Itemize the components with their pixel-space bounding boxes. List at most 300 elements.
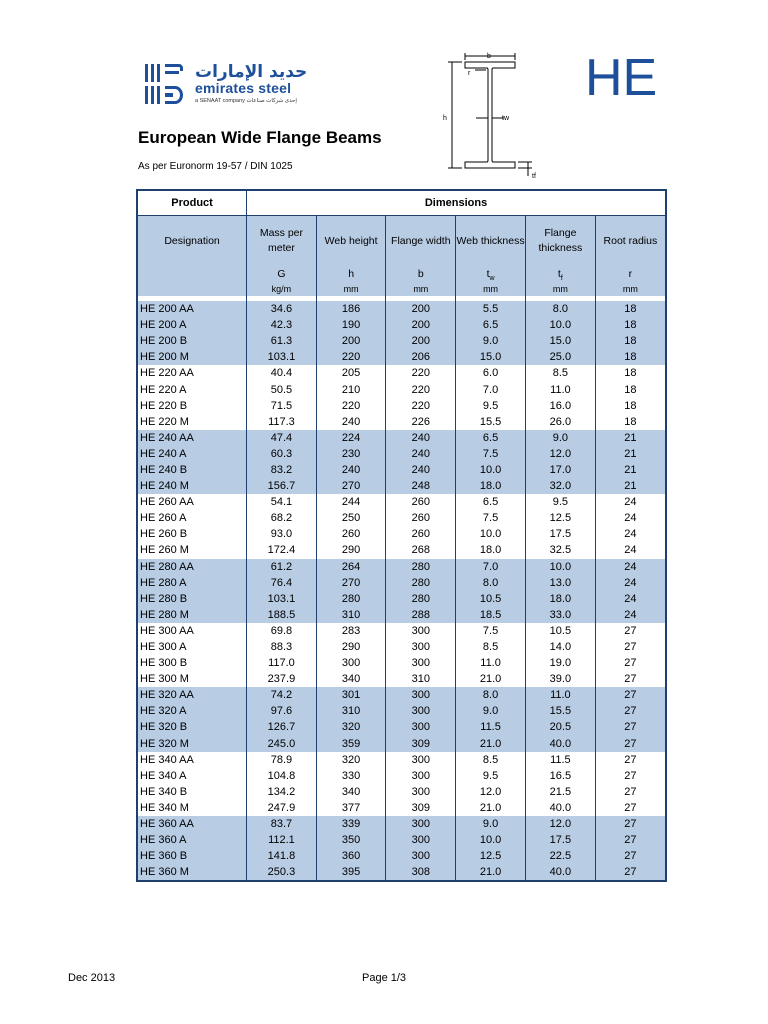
value-cell: 10.0 xyxy=(525,317,595,333)
value-cell: 27 xyxy=(595,784,666,800)
value-cell: 330 xyxy=(316,768,386,784)
value-cell: 21 xyxy=(595,478,666,494)
value-cell: 9.5 xyxy=(456,398,526,414)
value-cell: 220 xyxy=(386,381,456,397)
value-cell: 339 xyxy=(316,816,386,832)
table-row xyxy=(137,430,666,446)
table-row xyxy=(137,398,666,414)
value-cell: 61.2 xyxy=(247,559,317,575)
value-cell: 320 xyxy=(316,752,386,768)
table-row xyxy=(137,317,666,333)
value-cell: 340 xyxy=(316,671,386,687)
group-header-dimensions: Dimensions xyxy=(247,190,666,216)
value-cell: 240 xyxy=(386,430,456,446)
designation-cell: HE 240 AA xyxy=(137,430,247,446)
value-cell: 60.3 xyxy=(247,446,317,462)
value-cell: 220 xyxy=(386,365,456,381)
value-cell: 300 xyxy=(386,768,456,784)
value-cell: 300 xyxy=(386,655,456,671)
emirates-steel-logo-icon xyxy=(143,62,185,106)
designation-cell: HE 260 M xyxy=(137,542,247,558)
value-cell: 10.5 xyxy=(456,591,526,607)
value-cell: 190 xyxy=(316,317,386,333)
group-header-product: Product xyxy=(137,190,247,216)
value-cell: 10.0 xyxy=(456,462,526,478)
value-cell: 24 xyxy=(595,526,666,542)
value-cell: 78.9 xyxy=(247,752,317,768)
figure-label-tf: tf xyxy=(532,173,536,180)
value-cell: 126.7 xyxy=(247,719,317,735)
value-cell: 103.1 xyxy=(247,591,317,607)
column-header-unit xyxy=(138,282,246,296)
value-cell: 104.8 xyxy=(247,768,317,784)
value-cell: 24 xyxy=(595,542,666,558)
value-cell: 15.5 xyxy=(525,703,595,719)
value-cell: 6.0 xyxy=(456,365,526,381)
table-row xyxy=(137,301,666,317)
column-header xyxy=(137,216,247,297)
column-header xyxy=(525,216,595,297)
value-cell: 308 xyxy=(386,864,456,881)
value-cell: 7.5 xyxy=(456,446,526,462)
value-cell: 6.5 xyxy=(456,430,526,446)
value-cell: 283 xyxy=(316,623,386,639)
value-cell: 309 xyxy=(386,800,456,816)
value-cell: 8.0 xyxy=(525,301,595,317)
designation-cell: HE 220 B xyxy=(137,398,247,414)
table-column-header-row xyxy=(137,216,666,297)
column-header-symbol: b xyxy=(417,268,424,280)
column-header-label: Designation xyxy=(164,234,220,247)
value-cell: 230 xyxy=(316,446,386,462)
value-cell: 6.5 xyxy=(456,317,526,333)
footer-date: Dec 2013 xyxy=(68,972,116,984)
column-header xyxy=(316,216,386,297)
value-cell: 7.5 xyxy=(456,623,526,639)
value-cell: 21 xyxy=(595,462,666,478)
column-header-symbol: $t_w$ xyxy=(486,268,495,283)
column-header-unit: mm xyxy=(483,284,499,294)
designation-cell: HE 320 B xyxy=(137,719,247,735)
value-cell: 26.0 xyxy=(525,414,595,430)
column-header xyxy=(247,216,317,297)
value-cell: 134.2 xyxy=(247,784,317,800)
value-cell: 240 xyxy=(316,414,386,430)
value-cell: 24 xyxy=(595,559,666,575)
value-cell: 18 xyxy=(595,414,666,430)
value-cell: 300 xyxy=(386,752,456,768)
value-cell: 200 xyxy=(386,301,456,317)
designation-cell: HE 260 AA xyxy=(137,494,247,510)
value-cell: 8.5 xyxy=(456,639,526,655)
value-cell: 27 xyxy=(595,687,666,703)
value-cell: 10.0 xyxy=(525,559,595,575)
value-cell: 10.0 xyxy=(456,832,526,848)
figure-label-b: b xyxy=(487,53,491,60)
value-cell: 377 xyxy=(316,800,386,816)
table-row xyxy=(137,768,666,784)
value-cell: 12.5 xyxy=(525,510,595,526)
value-cell: 18 xyxy=(595,365,666,381)
value-cell: 320 xyxy=(316,719,386,735)
value-cell: 18.0 xyxy=(456,478,526,494)
column-header-unit: mm xyxy=(552,284,568,294)
value-cell: 395 xyxy=(316,864,386,881)
value-cell: 310 xyxy=(316,607,386,623)
designation-cell: HE 340 A xyxy=(137,768,247,784)
value-cell: 9.0 xyxy=(525,430,595,446)
column-header-label: Root radius xyxy=(603,234,658,247)
value-cell: 27 xyxy=(595,800,666,816)
designation-cell: HE 300 A xyxy=(137,639,247,655)
value-cell: 280 xyxy=(316,591,386,607)
value-cell: 300 xyxy=(386,848,456,864)
value-cell: 280 xyxy=(386,575,456,591)
value-cell: 21.0 xyxy=(456,800,526,816)
value-cell: 42.3 xyxy=(247,317,317,333)
value-cell: 224 xyxy=(316,430,386,446)
table-row xyxy=(137,719,666,735)
value-cell: 117.0 xyxy=(247,655,317,671)
value-cell: 8.0 xyxy=(456,575,526,591)
value-cell: 27 xyxy=(595,671,666,687)
table-row xyxy=(137,607,666,623)
table-row xyxy=(137,494,666,510)
table-row xyxy=(137,381,666,397)
value-cell: 21.5 xyxy=(525,784,595,800)
value-cell: 12.0 xyxy=(525,446,595,462)
value-cell: 25.0 xyxy=(525,349,595,365)
value-cell: 17.5 xyxy=(525,526,595,542)
value-cell: 39.0 xyxy=(525,671,595,687)
value-cell: 11.5 xyxy=(525,752,595,768)
value-cell: 83.7 xyxy=(247,816,317,832)
column-header xyxy=(456,216,526,297)
designation-cell: HE 320 AA xyxy=(137,687,247,703)
value-cell: 40.4 xyxy=(247,365,317,381)
value-cell: 112.1 xyxy=(247,832,317,848)
table-row xyxy=(137,526,666,542)
value-cell: 260 xyxy=(316,526,386,542)
designation-cell: HE 340 M xyxy=(137,800,247,816)
value-cell: 27 xyxy=(595,719,666,735)
table-row xyxy=(137,800,666,816)
value-cell: 103.1 xyxy=(247,349,317,365)
value-cell: 17.5 xyxy=(525,832,595,848)
figure-label-r: r xyxy=(468,70,471,77)
value-cell: 8.5 xyxy=(525,365,595,381)
designation-cell: HE 300 AA xyxy=(137,623,247,639)
emirates-steel-logo xyxy=(143,62,328,110)
value-cell: 280 xyxy=(386,559,456,575)
designation-cell: HE 280 AA xyxy=(137,559,247,575)
value-cell: 18.0 xyxy=(456,542,526,558)
value-cell: 24 xyxy=(595,494,666,510)
value-cell: 200 xyxy=(386,333,456,349)
table-row xyxy=(137,446,666,462)
value-cell: 24 xyxy=(595,591,666,607)
value-cell: 22.5 xyxy=(525,848,595,864)
value-cell: 27 xyxy=(595,848,666,864)
column-header-unit: mm xyxy=(413,284,429,294)
value-cell: 117.3 xyxy=(247,414,317,430)
value-cell: 32.5 xyxy=(525,542,595,558)
value-cell: 350 xyxy=(316,832,386,848)
value-cell: 290 xyxy=(316,639,386,655)
value-cell: 9.5 xyxy=(456,768,526,784)
value-cell: 21 xyxy=(595,430,666,446)
column-header-symbol: G xyxy=(277,268,286,280)
designation-cell: HE 300 B xyxy=(137,655,247,671)
table-row xyxy=(137,414,666,430)
value-cell: 9.0 xyxy=(456,816,526,832)
value-cell: 9.0 xyxy=(456,703,526,719)
value-cell: 10.5 xyxy=(525,623,595,639)
value-cell: 16.5 xyxy=(525,768,595,784)
value-cell: 300 xyxy=(386,719,456,735)
value-cell: 71.5 xyxy=(247,398,317,414)
logo-name-text: emirates steel xyxy=(195,80,292,96)
table-group-header-row xyxy=(137,190,666,216)
table-row xyxy=(137,784,666,800)
value-cell: 7.5 xyxy=(456,510,526,526)
value-cell: 54.1 xyxy=(247,494,317,510)
value-cell: 300 xyxy=(386,816,456,832)
value-cell: 11.5 xyxy=(456,719,526,735)
value-cell: 69.8 xyxy=(247,623,317,639)
value-cell: 268 xyxy=(386,542,456,558)
designation-cell: HE 280 M xyxy=(137,607,247,623)
value-cell: 300 xyxy=(386,832,456,848)
value-cell: 20.5 xyxy=(525,719,595,735)
column-header xyxy=(595,216,666,297)
value-cell: 220 xyxy=(316,349,386,365)
table-row xyxy=(137,462,666,478)
value-cell: 7.0 xyxy=(456,381,526,397)
value-cell: 260 xyxy=(386,494,456,510)
value-cell: 18.0 xyxy=(525,591,595,607)
designation-cell: HE 240 A xyxy=(137,446,247,462)
value-cell: 47.4 xyxy=(247,430,317,446)
value-cell: 250.3 xyxy=(247,864,317,881)
logo-arabic-text: حديد الإمارات xyxy=(195,62,308,82)
value-cell: 34.6 xyxy=(247,301,317,317)
value-cell: 206 xyxy=(386,349,456,365)
value-cell: 8.5 xyxy=(456,752,526,768)
table-row xyxy=(137,752,666,768)
value-cell: 300 xyxy=(386,623,456,639)
value-cell: 9.5 xyxy=(525,494,595,510)
value-cell: 27 xyxy=(595,752,666,768)
table-row xyxy=(137,623,666,639)
table-row xyxy=(137,575,666,591)
column-header-unit: mm xyxy=(343,284,359,294)
value-cell: 200 xyxy=(386,317,456,333)
value-cell: 88.3 xyxy=(247,639,317,655)
column-header-symbol: $t_f$ xyxy=(557,268,563,283)
value-cell: 240 xyxy=(386,462,456,478)
designation-cell: HE 200 AA xyxy=(137,301,247,317)
value-cell: 19.0 xyxy=(525,655,595,671)
column-header-unit: kg/m xyxy=(271,284,292,294)
value-cell: 10.0 xyxy=(456,526,526,542)
value-cell: 11.0 xyxy=(525,687,595,703)
value-cell: 156.7 xyxy=(247,478,317,494)
designation-cell: HE 260 B xyxy=(137,526,247,542)
value-cell: 186 xyxy=(316,301,386,317)
value-cell: 300 xyxy=(316,655,386,671)
table-row xyxy=(137,365,666,381)
table-row xyxy=(137,542,666,558)
designation-cell: HE 220 A xyxy=(137,381,247,397)
column-header-label: Mass per meter xyxy=(259,227,304,254)
value-cell: 24 xyxy=(595,575,666,591)
table-row xyxy=(137,591,666,607)
value-cell: 93.0 xyxy=(247,526,317,542)
value-cell: 18 xyxy=(595,317,666,333)
designation-cell: HE 220 AA xyxy=(137,365,247,381)
value-cell: 340 xyxy=(316,784,386,800)
value-cell: 18 xyxy=(595,381,666,397)
value-cell: 21.0 xyxy=(456,671,526,687)
value-cell: 188.5 xyxy=(247,607,317,623)
value-cell: 237.9 xyxy=(247,671,317,687)
i-beam-cross-section-diagram xyxy=(440,48,550,180)
value-cell: 11.0 xyxy=(525,381,595,397)
value-cell: 12.0 xyxy=(456,784,526,800)
value-cell: 16.0 xyxy=(525,398,595,414)
value-cell: 18 xyxy=(595,398,666,414)
value-cell: 310 xyxy=(386,671,456,687)
value-cell: 240 xyxy=(386,446,456,462)
value-cell: 245.0 xyxy=(247,736,317,752)
table-row xyxy=(137,333,666,349)
value-cell: 27 xyxy=(595,816,666,832)
figure-label-tw: tw xyxy=(502,115,509,122)
value-cell: 40.0 xyxy=(525,864,595,881)
column-header-unit: mm xyxy=(622,284,638,294)
value-cell: 68.2 xyxy=(247,510,317,526)
column-header xyxy=(386,216,456,297)
value-cell: 27 xyxy=(595,639,666,655)
column-header-symbol xyxy=(138,266,246,282)
value-cell: 74.2 xyxy=(247,687,317,703)
table-row xyxy=(137,510,666,526)
value-cell: 12.0 xyxy=(525,816,595,832)
column-header-label: Web thickness xyxy=(456,234,525,247)
value-cell: 300 xyxy=(386,784,456,800)
footer-page-number: Page 1/3 xyxy=(362,972,407,984)
value-cell: 301 xyxy=(316,687,386,703)
value-cell: 76.4 xyxy=(247,575,317,591)
value-cell: 33.0 xyxy=(525,607,595,623)
table-row xyxy=(137,736,666,752)
value-cell: 210 xyxy=(316,381,386,397)
value-cell: 8.0 xyxy=(456,687,526,703)
value-cell: 360 xyxy=(316,848,386,864)
table-row xyxy=(137,848,666,864)
value-cell: 280 xyxy=(386,591,456,607)
designation-cell: HE 280 A xyxy=(137,575,247,591)
value-cell: 5.5 xyxy=(456,301,526,317)
value-cell: 97.6 xyxy=(247,703,317,719)
value-cell: 24 xyxy=(595,510,666,526)
value-cell: 13.0 xyxy=(525,575,595,591)
value-cell: 309 xyxy=(386,736,456,752)
value-cell: 270 xyxy=(316,575,386,591)
table-row xyxy=(137,671,666,687)
value-cell: 260 xyxy=(386,510,456,526)
value-cell: 141.8 xyxy=(247,848,317,864)
value-cell: 205 xyxy=(316,365,386,381)
value-cell: 40.0 xyxy=(525,800,595,816)
logo-tagline: a SENAAT company إحدى شركات صناعات xyxy=(195,98,297,104)
value-cell: 18 xyxy=(595,333,666,349)
table-row xyxy=(137,703,666,719)
value-cell: 359 xyxy=(316,736,386,752)
designation-cell: HE 320 M xyxy=(137,736,247,752)
value-cell: 260 xyxy=(386,526,456,542)
value-cell: 9.0 xyxy=(456,333,526,349)
table-row xyxy=(137,349,666,365)
value-cell: 27 xyxy=(595,623,666,639)
designation-cell: HE 280 B xyxy=(137,591,247,607)
value-cell: 250 xyxy=(316,510,386,526)
designation-cell: HE 220 M xyxy=(137,414,247,430)
column-header-symbol: r xyxy=(628,268,633,280)
value-cell: 17.0 xyxy=(525,462,595,478)
designation-cell: HE 360 M xyxy=(137,864,247,881)
table-row xyxy=(137,478,666,494)
value-cell: 21.0 xyxy=(456,864,526,881)
value-cell: 300 xyxy=(386,687,456,703)
column-header-label: Flange thickness xyxy=(538,227,583,254)
designation-cell: HE 200 A xyxy=(137,317,247,333)
value-cell: 310 xyxy=(316,703,386,719)
table-body xyxy=(137,301,666,881)
value-cell: 32.0 xyxy=(525,478,595,494)
value-cell: 24 xyxy=(595,607,666,623)
value-cell: 220 xyxy=(386,398,456,414)
value-cell: 7.0 xyxy=(456,559,526,575)
value-cell: 27 xyxy=(595,736,666,752)
value-cell: 6.5 xyxy=(456,494,526,510)
table-row xyxy=(137,639,666,655)
value-cell: 288 xyxy=(386,607,456,623)
value-cell: 226 xyxy=(386,414,456,430)
value-cell: 270 xyxy=(316,478,386,494)
value-cell: 240 xyxy=(316,462,386,478)
value-cell: 27 xyxy=(595,703,666,719)
value-cell: 15.5 xyxy=(456,414,526,430)
column-header-symbol: h xyxy=(348,268,355,280)
value-cell: 61.3 xyxy=(247,333,317,349)
designation-cell: HE 260 A xyxy=(137,510,247,526)
value-cell: 18 xyxy=(595,349,666,365)
value-cell: 172.4 xyxy=(247,542,317,558)
value-cell: 40.0 xyxy=(525,736,595,752)
designation-cell: HE 340 B xyxy=(137,784,247,800)
designation-cell: HE 200 M xyxy=(137,349,247,365)
table-row xyxy=(137,832,666,848)
designation-cell: HE 360 B xyxy=(137,848,247,864)
value-cell: 14.0 xyxy=(525,639,595,655)
value-cell: 300 xyxy=(386,703,456,719)
designation-cell: HE 300 M xyxy=(137,671,247,687)
designation-cell: HE 200 B xyxy=(137,333,247,349)
table-row xyxy=(137,655,666,671)
page-title: European Wide Flange Beams xyxy=(138,128,382,147)
